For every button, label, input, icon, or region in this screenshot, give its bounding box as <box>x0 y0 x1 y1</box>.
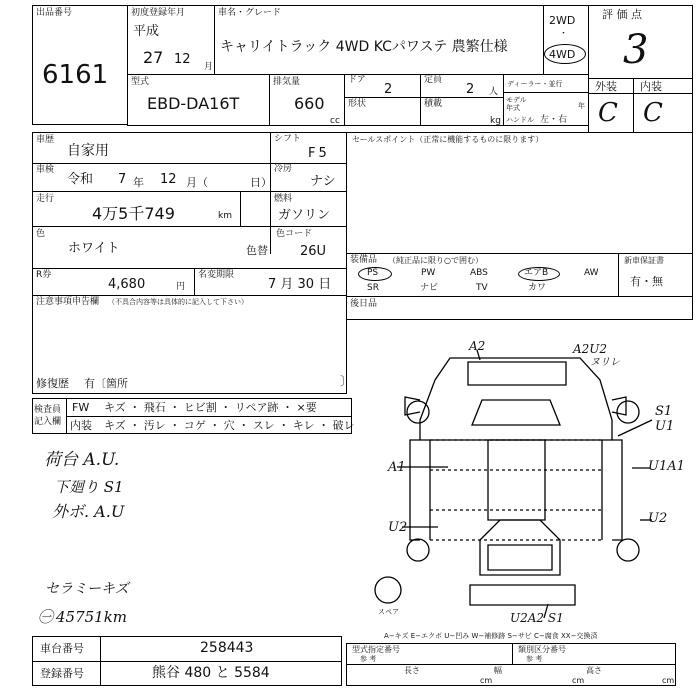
int-items: キズ ・ 汚レ ・ コゲ ・ 穴 ・ スレ ・ キレ ・ 破レ <box>104 419 355 432</box>
color-code-label: 色コード <box>276 229 313 239</box>
exterior-label: 外装 <box>595 80 617 93</box>
equip-airbag: エアB <box>524 268 549 278</box>
equipment-label: 装備品 <box>350 255 378 265</box>
drive-dot: ・ <box>559 29 569 39</box>
model-label: 車名・グレード <box>218 8 282 18</box>
mileage-unit: km <box>218 211 232 221</box>
type-value: EBD-DA16T <box>147 94 240 113</box>
aftermarket-label: 後日品 <box>350 299 378 309</box>
dealer-label: ディーラー・並行 <box>507 80 563 88</box>
mileage-value: 4万5千749 <box>92 204 175 223</box>
equip-sr: SR <box>367 283 379 293</box>
diagram-label-top-right-2: ヌリレ <box>590 357 620 368</box>
handwritten-line-2: 下廻り S1 <box>54 478 124 496</box>
fw-items: キズ ・ 飛石 ・ ヒビ割 ・ リペア跡 ・ ×要 <box>104 401 317 414</box>
load-unit: kg <box>490 116 501 126</box>
equip-aw: AW <box>584 268 599 278</box>
handwritten-line-4: セラミーキズ <box>45 581 129 597</box>
recycle-unit: 円 <box>176 282 186 292</box>
diagram-label-a2: A2 <box>469 339 486 353</box>
color-code-value: 26U <box>300 244 327 259</box>
footer-left-hline <box>32 661 342 662</box>
capacity-unit: 人 <box>489 87 499 97</box>
recycle-value: 4,680 <box>108 277 146 292</box>
equip-ps: PS <box>367 268 379 278</box>
deadline-value: 7 月 30 日 <box>268 277 332 292</box>
sales-point-label: セールスポイント（正常に機能するものに限ります） <box>352 135 544 144</box>
inspection-year: 7 <box>118 172 127 187</box>
chassis-value: 258443 <box>200 640 254 656</box>
notes-label: 注意事項申告欄 <box>36 297 100 307</box>
inspection-day-unit: 日） <box>250 176 272 189</box>
inspection-month: 12 <box>160 172 177 187</box>
drive-4wd: 4WD <box>549 48 576 61</box>
first-reg-era: 平成 <box>133 24 160 39</box>
lot-number: 6161 <box>42 60 109 90</box>
fuel-value: ガソリン <box>278 208 331 223</box>
first-reg-month-unit: 月 <box>204 62 214 72</box>
plate-value: 熊谷 480 と 5584 <box>152 665 270 681</box>
color-value: ホワイト <box>68 241 120 256</box>
shift-label: シフト <box>274 134 302 144</box>
color-change-label: 色替 <box>246 244 268 257</box>
equipment-sub: （純正品に限り○で囲む） <box>388 256 483 265</box>
equip-leather: カワ <box>528 283 547 293</box>
chassis-label: 車台番号 <box>40 642 84 655</box>
diagram-label-right-s1: S1 <box>655 404 673 419</box>
designation-ref: 参 考 <box>360 655 377 663</box>
width-label: 幅 <box>494 666 502 675</box>
displacement-label: 排気量 <box>273 77 301 87</box>
diagram-label-right-u1a1: U1A1 <box>648 459 685 474</box>
fw-label: FW <box>72 401 90 414</box>
doors-value: 2 <box>384 82 393 97</box>
diagram-label-spare: スペア <box>378 608 399 616</box>
handwritten-line-5-prefix: ㊀ <box>38 608 54 626</box>
repair-label: 修復歴 <box>36 377 69 390</box>
handle-value: 左・右 <box>540 115 568 125</box>
recycle-label: R券 <box>36 270 52 280</box>
diagram-label-right-u1: U1 <box>655 419 675 434</box>
inspection-era: 令和 <box>67 172 94 187</box>
footer-right-divider <box>512 643 513 664</box>
category-ref: 参 考 <box>526 655 543 663</box>
first-reg-year: 27 <box>143 48 164 67</box>
ac-value: ナシ <box>310 174 336 189</box>
diagram-label-left-a1: A1 <box>388 460 406 475</box>
damage-legend: A−キズ E−エクボ U−凹み W−補修跡 S−サビ C−腐食 XX−交換済 <box>384 632 598 640</box>
deadline-label: 名変期限 <box>198 270 235 280</box>
load-label: 積載 <box>424 99 443 109</box>
diagram-label-left-u2: U2 <box>388 520 408 535</box>
width-unit: cm <box>572 676 585 685</box>
first-reg-month: 12 <box>174 52 191 67</box>
model-year-unit: 年 <box>578 102 585 110</box>
history-value: 自家用 <box>67 143 109 159</box>
shift-value: F5 <box>308 146 330 161</box>
equip-abs: ABS <box>470 268 488 278</box>
height-unit: cm <box>662 676 675 685</box>
history-label: 車歴 <box>36 135 55 145</box>
first-reg-label: 初度登録年月 <box>131 8 186 18</box>
warranty-value: 有・無 <box>630 275 663 288</box>
type-label: 型式 <box>131 77 150 87</box>
displacement-value: 660 <box>294 94 325 113</box>
capacity-label: 定員 <box>424 75 443 85</box>
handle-label: ハンドル <box>506 116 534 124</box>
doors-label: ドア <box>348 75 366 85</box>
color-label: 色 <box>36 229 46 239</box>
equip-pw: PW <box>421 268 436 278</box>
inspection-label: 車検 <box>36 165 55 175</box>
handwritten-line-5: 45751km <box>56 608 128 626</box>
model-name: キャリイトラック 4WD KCパワステ 農繁仕様 <box>220 39 508 55</box>
warranty-label: 新車保証書 <box>624 256 664 265</box>
grade-label: 評 価 点 <box>602 8 642 21</box>
ac-label: 冷房 <box>274 164 293 174</box>
plate-label: 登録番号 <box>40 667 84 680</box>
repair-value: 有〔箇所 <box>84 377 128 390</box>
capacity-value: 2 <box>466 82 475 97</box>
handwritten-line-1: 荷台 A.U. <box>44 450 120 470</box>
equip-tv: TV <box>476 283 488 293</box>
fuel-label: 燃料 <box>274 194 293 204</box>
diagram-label-bottom: U2A2 S1 <box>510 611 564 625</box>
inspection-year-unit: 年 <box>133 176 144 189</box>
category-label: 類別区分番号 <box>518 645 566 654</box>
footer-left-divider <box>100 636 101 686</box>
length-unit: cm <box>480 676 493 685</box>
repair-close: 〕 <box>340 374 353 388</box>
diagram-label-right-u2: U2 <box>648 511 668 526</box>
designation-label: 型式指定番号 <box>352 645 400 654</box>
footer-right-hline <box>346 664 676 665</box>
displacement-unit: cc <box>330 116 340 126</box>
inspection-month-unit: 月（ <box>186 176 208 189</box>
interior-value: C <box>643 98 663 128</box>
handwritten-line-3: 外ボ. A.U <box>52 502 125 521</box>
mileage-label: 走行 <box>36 194 55 204</box>
interior-label: 内装 <box>640 80 662 93</box>
length-label: 長さ <box>404 666 420 675</box>
int-label: 内装 <box>70 419 92 432</box>
inspector-label: 検査員 記入欄 <box>34 405 62 427</box>
notes-sub: （不具合内容等は具体的に記入して下さい） <box>108 298 248 306</box>
height-label: 高さ <box>586 666 602 675</box>
exterior-value: C <box>598 98 618 128</box>
grade-value: 3 <box>623 27 649 73</box>
lot-label: 出品番号 <box>36 8 73 18</box>
model-year-label: モデル 年式 <box>506 96 527 112</box>
equip-navi: ナビ <box>420 283 439 293</box>
drive-2wd: 2WD <box>549 14 576 27</box>
shape-label: 形状 <box>348 99 367 109</box>
diagram-label-top-right: A2U2 <box>573 342 608 356</box>
